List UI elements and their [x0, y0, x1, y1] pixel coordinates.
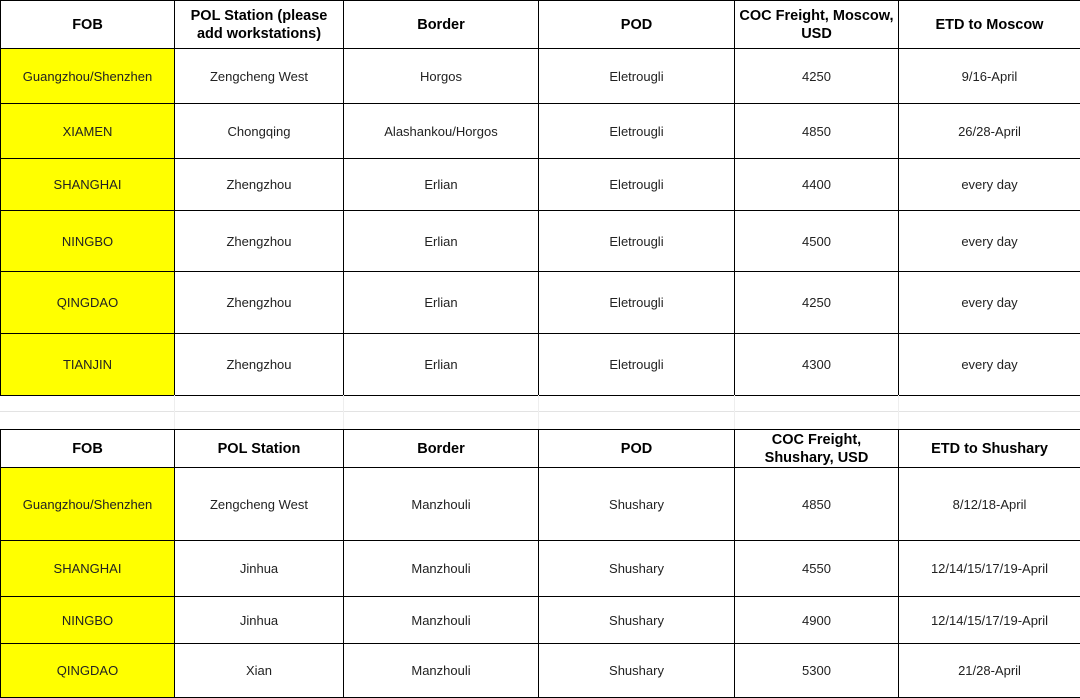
spacer-gridline: [0, 411, 1080, 412]
fob-cell: TIANJIN: [1, 334, 175, 396]
shushary-freight-table: [0, 429, 1080, 698]
table-row: [1, 468, 1080, 541]
etd-cell: 9/16-April: [899, 49, 1080, 104]
freight-cell: 4250: [735, 49, 899, 104]
etd-cell: 8/12/18-April: [899, 468, 1080, 541]
spacer-gridline: [734, 395, 735, 429]
pol-station-cell: Zengcheng West: [175, 49, 344, 104]
header-etd: ETD to Shushary: [899, 430, 1080, 468]
pol-station-cell: Zhengzhou: [175, 272, 344, 334]
spacer-gridline: [343, 395, 344, 429]
header-fob: FOB: [1, 1, 175, 49]
header-pol-station: POL Station: [175, 430, 344, 468]
spacer-gridline: [538, 395, 539, 429]
etd-cell: 12/14/15/17/19-April: [899, 541, 1080, 597]
pod-cell: Shushary: [539, 597, 735, 644]
table-row: [1, 644, 1080, 698]
freight-cell: 4300: [735, 334, 899, 396]
table-row: [1, 49, 1080, 104]
header-pod: POD: [539, 1, 735, 49]
pol-station-cell: Zhengzhou: [175, 334, 344, 396]
border-cell: Alashankou/Horgos: [344, 104, 539, 159]
pod-cell: Eletrougli: [539, 104, 735, 159]
pol-station-cell: Zengcheng West: [175, 468, 344, 541]
border-cell: Erlian: [344, 159, 539, 211]
pod-cell: Eletrougli: [539, 272, 735, 334]
etd-cell: every day: [899, 272, 1080, 334]
border-cell: Manzhouli: [344, 468, 539, 541]
etd-cell: 12/14/15/17/19-April: [899, 597, 1080, 644]
header-row: [1, 430, 1080, 468]
fob-cell: NINGBO: [1, 597, 175, 644]
table-row: [1, 104, 1080, 159]
border-cell: Erlian: [344, 211, 539, 272]
freight-cell: 4550: [735, 541, 899, 597]
pol-station-cell: Jinhua: [175, 541, 344, 597]
etd-cell: 26/28-April: [899, 104, 1080, 159]
border-cell: Horgos: [344, 49, 539, 104]
pod-cell: Eletrougli: [539, 334, 735, 396]
fob-cell: Guangzhou/Shenzhen: [1, 468, 175, 541]
fob-cell: Guangzhou/Shenzhen: [1, 49, 175, 104]
pol-station-cell: Chongqing: [175, 104, 344, 159]
border-cell: Erlian: [344, 272, 539, 334]
pod-cell: Eletrougli: [539, 159, 735, 211]
etd-cell: 21/28-April: [899, 644, 1080, 698]
border-cell: Manzhouli: [344, 597, 539, 644]
fob-cell: SHANGHAI: [1, 159, 175, 211]
header-etd: ETD to Moscow: [899, 1, 1080, 49]
pol-station-cell: Jinhua: [175, 597, 344, 644]
spacer-gridline: [898, 395, 899, 429]
pod-cell: Shushary: [539, 541, 735, 597]
freight-cell: 4850: [735, 468, 899, 541]
freight-cell: 4250: [735, 272, 899, 334]
fob-cell: QINGDAO: [1, 272, 175, 334]
pod-cell: Eletrougli: [539, 211, 735, 272]
freight-cell: 4850: [735, 104, 899, 159]
pod-cell: Shushary: [539, 644, 735, 698]
border-cell: Erlian: [344, 334, 539, 396]
header-fob: FOB: [1, 430, 175, 468]
header-border: Border: [344, 1, 539, 49]
pol-station-cell: Zhengzhou: [175, 159, 344, 211]
pod-cell: Shushary: [539, 468, 735, 541]
header-pol-station: POL Station (please add workstations): [175, 1, 344, 49]
border-cell: Manzhouli: [344, 541, 539, 597]
table-row: [1, 541, 1080, 597]
etd-cell: every day: [899, 159, 1080, 211]
fob-cell: QINGDAO: [1, 644, 175, 698]
pol-station-cell: Zhengzhou: [175, 211, 344, 272]
fob-cell: SHANGHAI: [1, 541, 175, 597]
header-border: Border: [344, 430, 539, 468]
header-pod: POD: [539, 430, 735, 468]
table-row: [1, 597, 1080, 644]
header-coc-freight: COC Freight, Shushary, USD: [735, 430, 899, 468]
header-row: [1, 1, 1080, 49]
freight-cell: 4900: [735, 597, 899, 644]
freight-cell: 4400: [735, 159, 899, 211]
freight-cell: 4500: [735, 211, 899, 272]
spacer-gridline: [174, 395, 175, 429]
pol-station-cell: Xian: [175, 644, 344, 698]
header-coc-freight: COC Freight, Moscow, USD: [735, 1, 899, 49]
fob-cell: NINGBO: [1, 211, 175, 272]
freight-cell: 5300: [735, 644, 899, 698]
table-row: [1, 159, 1080, 211]
table-row: [1, 334, 1080, 396]
table-row: [1, 272, 1080, 334]
table-spacer: [0, 395, 1080, 429]
etd-cell: every day: [899, 211, 1080, 272]
fob-cell: XIAMEN: [1, 104, 175, 159]
pod-cell: Eletrougli: [539, 49, 735, 104]
etd-cell: every day: [899, 334, 1080, 396]
border-cell: Manzhouli: [344, 644, 539, 698]
table-row: [1, 211, 1080, 272]
